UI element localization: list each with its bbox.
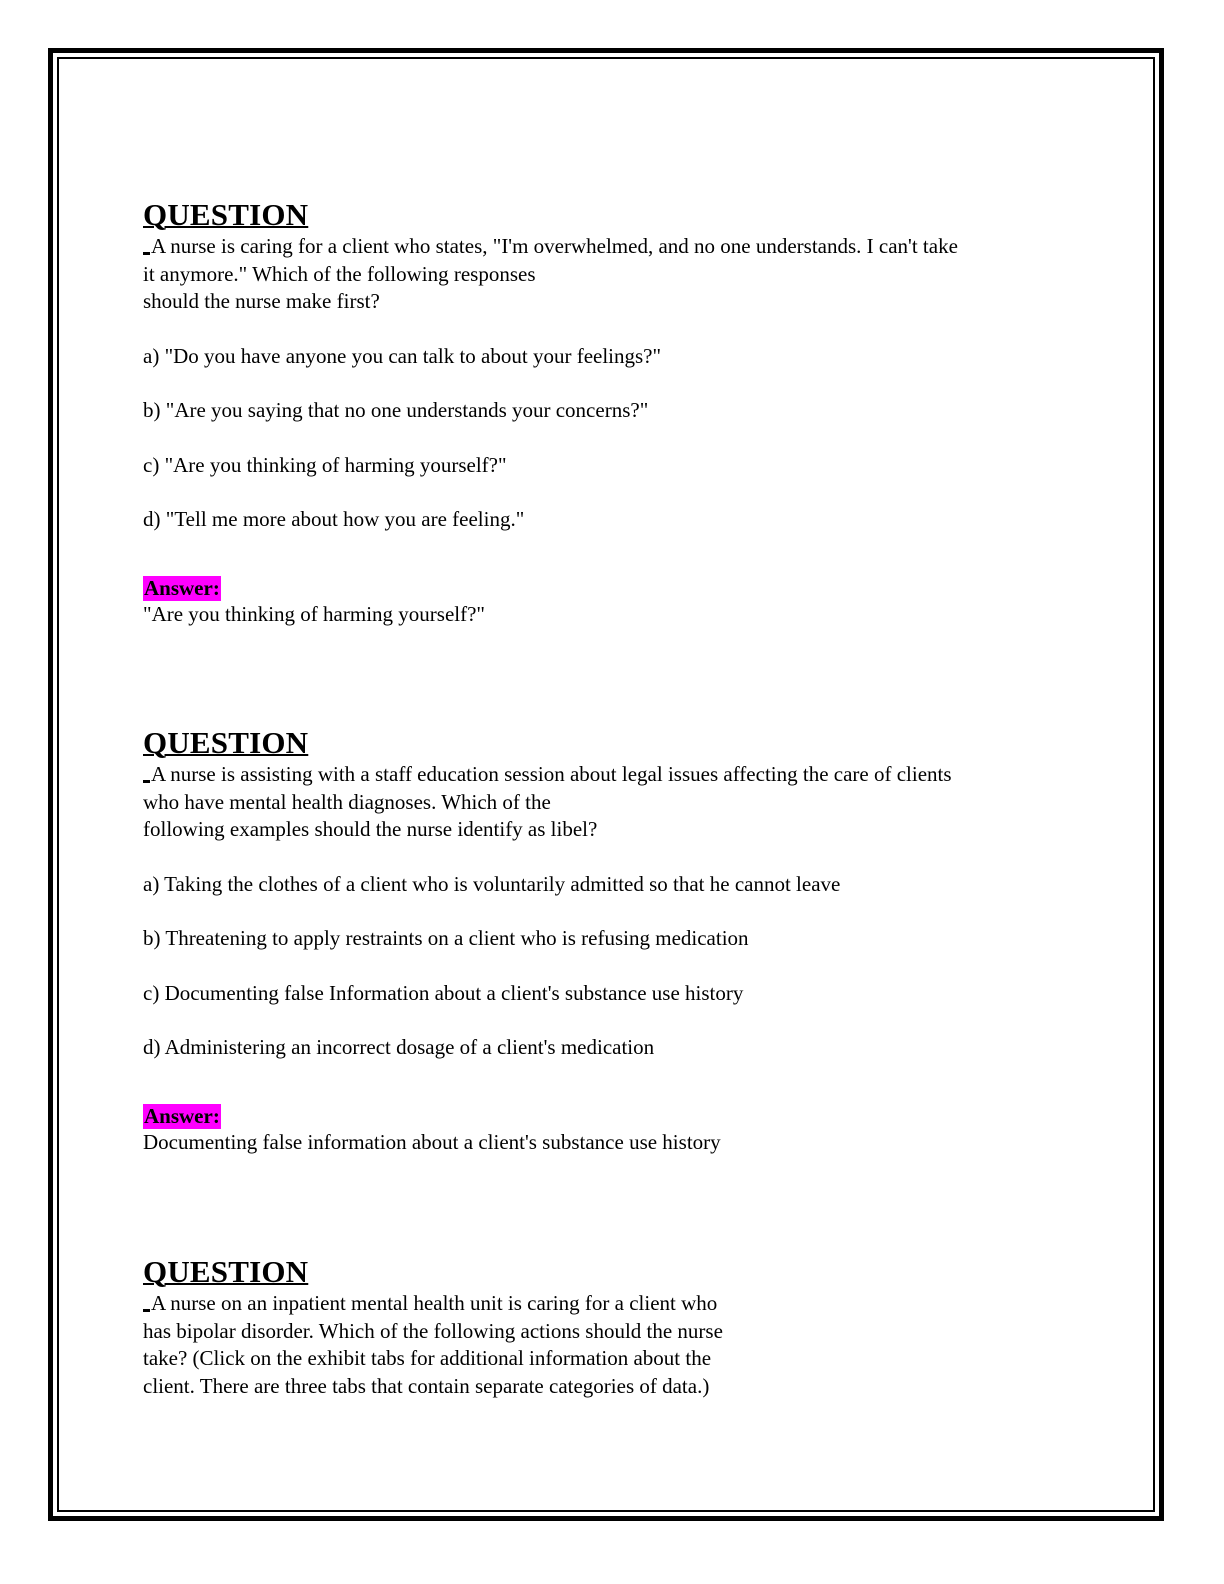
answer-text: "Are you thinking of harming yourself?" <box>143 601 485 626</box>
option-b: b) "Are you saying that no one understands your concerns?" <box>143 398 649 422</box>
question-block-3 <box>143 1254 1073 1400</box>
question-text <box>143 761 1073 844</box>
question-text <box>143 1290 1073 1400</box>
options-list <box>143 343 1073 534</box>
question-heading: QUESTION <box>143 1254 309 1289</box>
question-block-2 <box>143 725 1073 1156</box>
underscore-mark <box>143 765 150 783</box>
question-text <box>143 233 1073 316</box>
answer-section <box>143 1104 1073 1157</box>
option-d: d) Administering an incorrect dosage of a client's medication <box>143 1035 655 1059</box>
answer-text: Documenting false information about a client's substance use history <box>143 1129 721 1154</box>
question-heading: QUESTION <box>143 197 309 232</box>
answer-label: Answer: <box>144 1103 220 1128</box>
question-text-line: A nurse on an inpatient mental health unit is caring for a client who <box>151 1291 718 1315</box>
option-c: c) Documenting false Information about a client's substance use history <box>143 980 744 1005</box>
option-d: d) "Tell me more about how you are feeling." <box>143 507 525 531</box>
option-a: a) Taking the clothes of a client who is voluntarily admitted so that he cannot leave <box>143 871 841 896</box>
option-a: a) "Do you have anyone you can talk to about your feelings?" <box>143 343 662 368</box>
question-text-line: take? (Click on the exhibit tabs for additional information about the <box>143 1346 712 1370</box>
underscore-mark <box>143 237 150 255</box>
question-heading: QUESTION <box>143 725 309 760</box>
option-b: b) Threatening to apply restraints on a client who is refusing medication <box>143 926 749 950</box>
question-text-line: A nurse is assisting with a staff education session about legal issues affecting the care of clients <box>151 762 952 786</box>
answer-label: Answer: <box>144 575 220 600</box>
question-text-line: it anymore." Which of the following responses <box>143 261 536 286</box>
options-list <box>143 871 1073 1062</box>
answer-section <box>143 576 1073 629</box>
underscore-mark <box>143 1294 150 1312</box>
option-c: c) "Are you thinking of harming yourself?" <box>143 452 507 477</box>
question-text-line: A nurse is caring for a client who states, "I'm overwhelmed, and no one understands. I can't take <box>151 234 958 258</box>
question-block-1 <box>143 197 1073 628</box>
question-text-line: client. There are three tabs that contain separate categories of data.) <box>143 1373 710 1398</box>
question-text-line: following examples should the nurse identify as libel? <box>143 817 598 841</box>
question-text-line: who have mental health diagnoses. Which of the <box>143 789 551 814</box>
question-text-line: should the nurse make first? <box>143 289 380 313</box>
question-text-line: has bipolar disorder. Which of the following actions should the nurse <box>143 1318 723 1343</box>
